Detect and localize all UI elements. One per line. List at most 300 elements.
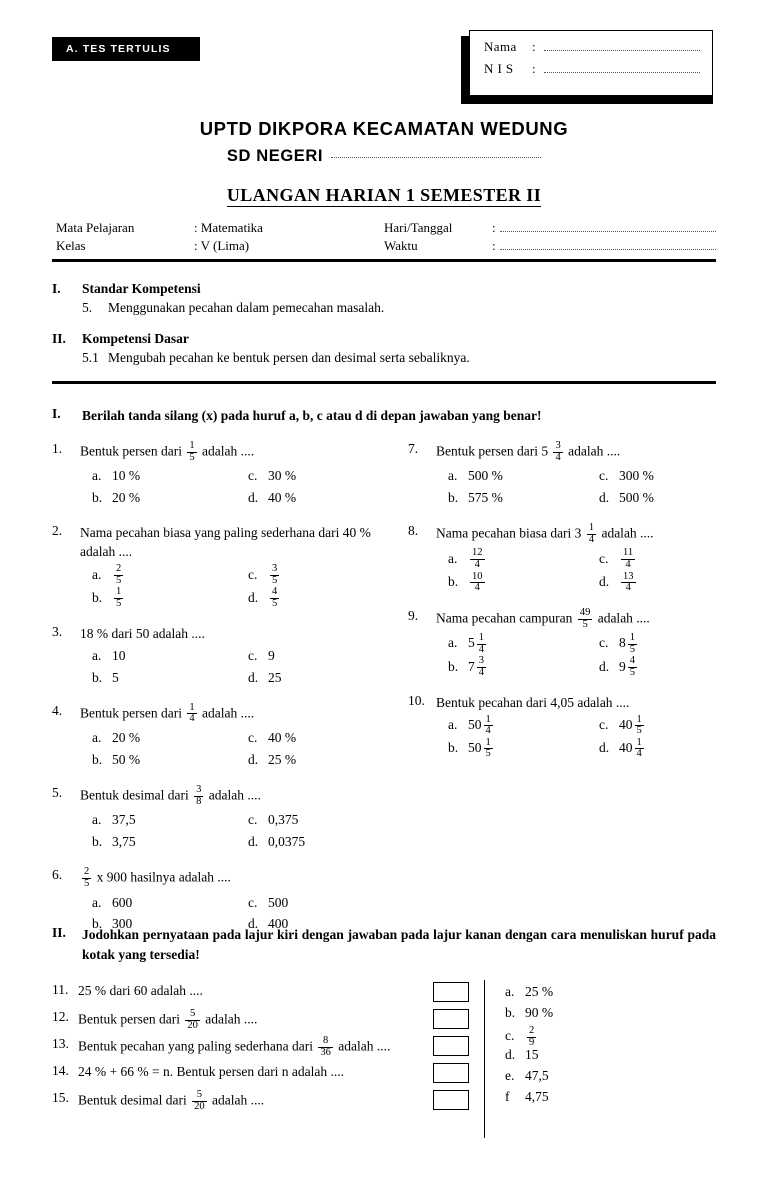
question-number: 10.: [408, 692, 425, 708]
fraction-denominator: 5: [189, 451, 195, 463]
option-value: 0,375: [268, 812, 299, 828]
exam-metadata: [56, 220, 716, 256]
option-grid: [408, 465, 738, 509]
kd-roman: II.: [52, 331, 66, 346]
mcq-option[interactable]: [436, 487, 587, 509]
option-label: a.: [92, 566, 102, 582]
option-label: b.: [448, 658, 459, 674]
mcq-option[interactable]: [80, 831, 236, 853]
matching-option-label: e.: [505, 1068, 515, 1083]
fraction: [187, 441, 196, 463]
fraction: [318, 1036, 333, 1058]
section-1-roman: I.: [52, 406, 61, 421]
fraction-denominator: 5: [116, 574, 122, 586]
matching-option-row[interactable]: [505, 1005, 645, 1026]
mcq-option[interactable]: [236, 487, 392, 509]
mcq-option[interactable]: [587, 571, 738, 594]
fraction-denominator: 36: [320, 1046, 331, 1058]
matching-option-value: 25 %: [525, 984, 554, 999]
option-value: [112, 587, 125, 610]
fraction: [82, 867, 91, 889]
option-label: c.: [248, 730, 258, 746]
fraction: [621, 572, 636, 594]
mixed-whole: 40: [619, 740, 633, 756]
sk-text: Menggunakan pecahan dalam pemecahan masalah.: [108, 300, 385, 315]
nis-colon: :: [532, 61, 536, 77]
option-label: c.: [599, 635, 609, 651]
question-number: 6.: [52, 867, 63, 883]
fraction-numerator: 1: [636, 736, 642, 748]
option-value: [619, 656, 639, 679]
mcq-option[interactable]: [80, 749, 236, 771]
school-name-line[interactable]: [331, 157, 541, 158]
option-value: 40 %: [268, 730, 297, 746]
fraction-numerator: 1: [485, 736, 491, 748]
waktu-input-line[interactable]: [500, 239, 716, 250]
mcq-option[interactable]: [587, 714, 738, 737]
mcq-option[interactable]: [236, 727, 392, 749]
matching-number: 13.: [52, 1036, 69, 1051]
option-grid: [408, 714, 738, 760]
hari-input-line[interactable]: [500, 221, 716, 232]
option-label: c.: [248, 566, 258, 582]
mcq-option[interactable]: [236, 809, 392, 831]
mcq-option[interactable]: [436, 548, 587, 571]
kd-text: Mengubah pecahan ke bentuk persen dan desimal serta sebaliknya.: [108, 350, 470, 365]
option-value: 40 %: [268, 490, 297, 506]
fraction-numerator: 1: [636, 713, 642, 725]
answer-box[interactable]: [433, 982, 469, 1002]
question-head: [52, 624, 392, 643]
question-text: Bentuk persen dari $\frac{1}{4}$ adalah ....: [80, 701, 255, 725]
option-label: a.: [92, 730, 102, 746]
option-value: 50 %: [112, 752, 141, 768]
matching-option-value: 4,75: [525, 1089, 549, 1104]
mcq-option[interactable]: [80, 727, 236, 749]
option-label: a.: [92, 894, 102, 910]
mcq-option[interactable]: [236, 465, 392, 487]
option-label: a.: [92, 647, 102, 663]
fraction-denominator: 4: [621, 582, 636, 594]
mixed-number: [619, 632, 639, 655]
fraction-numerator: 3: [272, 563, 278, 575]
option-grid: [408, 548, 738, 594]
option-value: 600: [112, 894, 133, 910]
option-value: 300: [112, 916, 133, 932]
question-number: 1.: [52, 441, 63, 456]
option-value: [112, 564, 125, 587]
answer-box[interactable]: [433, 1063, 469, 1083]
option-label: d.: [248, 490, 259, 506]
fraction-numerator: 3: [196, 783, 202, 795]
fraction-denominator: 4: [189, 713, 195, 725]
fraction-numerator: 3: [555, 440, 561, 451]
waktu-label: Waktu: [384, 238, 418, 253]
fraction-numerator: 1: [478, 632, 485, 644]
option-label: b.: [92, 752, 103, 768]
fraction-numerator: 4: [629, 655, 636, 667]
matching-statement-row: [52, 1009, 442, 1036]
mixed-number: [619, 737, 646, 760]
mixed-whole: 8: [619, 635, 626, 651]
fraction-denominator: 5: [272, 598, 278, 610]
fraction-denominator: 5: [84, 877, 90, 889]
option-label: b.: [92, 834, 103, 850]
waktu-colon: :: [492, 238, 496, 253]
tes-tertulis-label: A. TES TERTULIS: [66, 43, 171, 55]
option-label: b.: [92, 669, 103, 685]
fraction-numerator: 2: [529, 1025, 535, 1036]
matching-option-value: 47,5: [525, 1068, 549, 1083]
option-value: 0,0375: [268, 834, 306, 850]
fraction-denominator: 5: [629, 667, 636, 679]
mixed-number: [468, 656, 488, 679]
question-head: [52, 523, 392, 561]
mcq-question: [408, 608, 738, 679]
option-label: d.: [248, 589, 259, 605]
option-value: 20 %: [112, 490, 141, 506]
fraction: [470, 572, 485, 594]
option-label: b.: [92, 916, 103, 932]
option-value: [468, 632, 488, 655]
section-2-instruction: Jodohkan pernyataan pada lajur kiri dengan jawaban pada lajur kanan dengan cara menuliskan huruf pada kotak yang tersedia!: [82, 927, 716, 962]
fraction-denominator: 4: [478, 643, 485, 655]
section-1-instruction: Berilah tanda silang (x) pada huruf a, b, c atau d di depan jawaban yang benar!: [82, 408, 542, 423]
option-label: d.: [248, 834, 259, 850]
mcq-option[interactable]: [80, 645, 236, 667]
fraction-denominator: 8: [196, 795, 202, 807]
fraction: [185, 1009, 200, 1031]
fraction-denominator: 4: [470, 582, 485, 594]
matching-option-label: d.: [505, 1047, 516, 1062]
fraction-denominator: 4: [478, 667, 485, 679]
nis-row: [484, 61, 700, 77]
option-label: a.: [92, 468, 102, 484]
kd-title: Kompetensi Dasar: [82, 331, 189, 346]
option-label: d.: [599, 573, 610, 589]
fraction: [270, 564, 279, 586]
option-label: c.: [599, 468, 609, 484]
question-number: 8.: [408, 523, 419, 539]
answer-box-slot: [433, 1036, 473, 1063]
option-label: a.: [448, 550, 458, 566]
mcq-option[interactable]: [236, 831, 392, 853]
matching-answer-boxes: [433, 982, 473, 1117]
matching-number: 11.: [52, 982, 69, 997]
mcq-question: [52, 703, 392, 771]
question-text: Bentuk pecahan dari 4,05 adalah ....: [436, 694, 630, 710]
fraction-numerator: 1: [588, 522, 595, 534]
institution-title: UPTD DIKPORA KECAMATAN WEDUNG: [199, 118, 569, 139]
question-text: Bentuk persen dari 5 $\frac{3}{4}$ adalah ....: [436, 440, 621, 463]
matching-option-label: c.: [505, 1028, 515, 1044]
fraction: [194, 785, 203, 807]
option-value: 500 %: [619, 490, 654, 506]
question-number: 4.: [52, 702, 63, 718]
fraction-numerator: 3: [478, 655, 485, 667]
fraction-denominator: 4: [555, 451, 561, 463]
option-label: a.: [448, 468, 458, 484]
matching-statement-row: [52, 982, 442, 1009]
kompetensi-dasar-heading: [52, 331, 716, 347]
matching-options: [505, 984, 645, 1110]
option-label: b.: [448, 490, 459, 506]
question-number: 3.: [52, 623, 63, 639]
option-grid: [52, 809, 392, 853]
question-head: [52, 785, 392, 807]
answer-box[interactable]: [433, 1009, 469, 1029]
option-label: d.: [599, 740, 610, 756]
matching-text: Bentuk pecahan yang paling sederhana dari $\frac{8}{36}$ adalah ....: [78, 1035, 391, 1058]
mcq-question: [52, 523, 392, 610]
option-value: 575 %: [468, 490, 503, 506]
option-label: d.: [248, 752, 259, 768]
matching-statement-row: [52, 1036, 442, 1063]
matching-option-row[interactable]: [505, 1047, 645, 1068]
option-grid: [52, 564, 392, 610]
question-head: [52, 441, 392, 463]
fraction: [621, 548, 635, 570]
school-title: [0, 147, 768, 166]
question-head: [52, 703, 392, 725]
nama-colon: :: [532, 39, 536, 55]
option-value: [619, 714, 646, 737]
option-label: c.: [248, 812, 258, 828]
fraction-numerator: 2: [84, 866, 90, 878]
mcq-question: [408, 523, 738, 594]
mixed-whole: 50: [468, 716, 482, 732]
fraction: [527, 1026, 536, 1048]
mixed-whole: 9: [619, 658, 626, 674]
fraction-numerator: 1: [485, 713, 491, 725]
kelas-label: Kelas: [56, 238, 86, 253]
fraction-denominator: 4: [636, 748, 642, 760]
fraction-denominator: 5: [629, 643, 636, 655]
fraction-numerator: 13: [623, 570, 634, 582]
sk-number: 5.: [82, 300, 93, 315]
mcq-question: [52, 441, 392, 509]
fraction: [484, 738, 493, 760]
matching-option-value: [525, 1026, 538, 1048]
fraction: [635, 715, 644, 737]
fraction-denominator: 4: [485, 725, 491, 737]
matching-option-label: f: [505, 1089, 510, 1104]
mcq-question: [408, 693, 738, 760]
question-text: Nama pecahan biasa yang paling sederhana dari 40 % adalah ....: [80, 525, 371, 560]
option-value: 37,5: [112, 812, 136, 828]
mcq-option[interactable]: [80, 892, 236, 914]
matching-option-row[interactable]: [505, 1089, 645, 1110]
mixed-number: [468, 737, 495, 760]
fraction-denominator: 5: [116, 598, 122, 610]
mcq-question: [52, 624, 392, 689]
mcq-option[interactable]: [80, 667, 236, 689]
question-text: Bentuk desimal dari $\frac{3}{8}$ adalah ....: [80, 783, 261, 807]
nis-input-line[interactable]: [544, 61, 700, 73]
option-value: 25 %: [268, 752, 297, 768]
mcq-option[interactable]: [236, 749, 392, 771]
matching-option-label: a.: [505, 984, 515, 999]
mcq-option[interactable]: [587, 737, 738, 760]
mcq-option[interactable]: [236, 587, 392, 610]
fraction-denominator: 9: [529, 1036, 535, 1048]
metadata-row-1: [56, 220, 716, 238]
mcq-option[interactable]: [236, 667, 392, 689]
option-value: [268, 587, 281, 610]
matching-option-value: 90 %: [525, 1005, 554, 1020]
answer-box[interactable]: [433, 1090, 469, 1110]
section-1-header: [52, 406, 716, 426]
mixed-whole: 50: [468, 740, 482, 756]
answer-box-slot: [433, 982, 473, 1009]
mcq-option[interactable]: [80, 587, 236, 610]
fraction-numerator: 10: [472, 570, 483, 582]
question-text: Nama pecahan campuran $\frac{49}{5}$ adalah ....: [436, 606, 650, 630]
mcq-option[interactable]: [80, 465, 236, 487]
mcq-option[interactable]: [436, 465, 587, 487]
divider-rule-mid: [52, 381, 716, 384]
matching-statements: [52, 982, 442, 1117]
option-label: b.: [92, 589, 103, 605]
mixed-number: [619, 656, 639, 679]
option-value: [619, 632, 639, 655]
option-value: [468, 737, 495, 760]
option-label: d.: [248, 669, 259, 685]
fraction: [587, 523, 596, 545]
option-grid: [52, 727, 392, 771]
fraction-numerator: 5: [196, 1089, 202, 1100]
matching-option-row[interactable]: [505, 984, 645, 1005]
metadata-row-2: [56, 238, 716, 256]
question-head: [408, 693, 738, 712]
option-label: d.: [599, 658, 610, 674]
option-value: 500 %: [468, 468, 503, 484]
option-label: c.: [599, 550, 609, 566]
mcq-option[interactable]: [436, 632, 587, 655]
option-value: 25: [268, 669, 282, 685]
standar-kompetensi-body: [52, 300, 716, 316]
matching-option-row[interactable]: [505, 1068, 645, 1089]
option-label: c.: [248, 894, 258, 910]
mcq-option[interactable]: [80, 487, 236, 509]
mcq-column-left: [52, 441, 392, 949]
tes-tertulis-banner: [52, 37, 200, 61]
nama-input-line[interactable]: [544, 39, 700, 51]
question-number: 7.: [408, 441, 419, 456]
fraction-denominator: 5: [636, 725, 642, 737]
option-value: [468, 571, 487, 594]
mcq-option[interactable]: [436, 656, 587, 679]
mcq-option[interactable]: [236, 892, 392, 914]
question-text: $\frac{2}{5}$ x 900 hasilnya adalah ....: [84, 866, 231, 889]
option-label: d.: [248, 916, 259, 932]
hari-label: Hari/Tanggal: [384, 220, 453, 235]
option-value: 400: [268, 916, 289, 932]
hari-colon: :: [492, 220, 496, 235]
mcq-option[interactable]: [80, 564, 236, 587]
nama-label: Nama: [484, 39, 517, 55]
option-label: a.: [448, 716, 458, 732]
answer-box[interactable]: [433, 1036, 469, 1056]
fraction-numerator: 1: [189, 440, 195, 451]
option-label: b.: [448, 740, 459, 756]
sk-title: Standar Kompetensi: [82, 281, 201, 296]
answer-box-slot: [433, 1090, 473, 1117]
nis-label: N I S: [484, 61, 514, 77]
mixed-whole: 7: [468, 658, 475, 674]
fraction-numerator: 4: [272, 586, 278, 598]
matching-number: 12.: [52, 1009, 69, 1024]
mixed-number: [468, 632, 488, 655]
mcq-option[interactable]: [587, 656, 738, 679]
fraction-numerator: 1: [629, 632, 636, 644]
mcq-column-right: [408, 441, 738, 774]
option-label: c.: [599, 716, 609, 732]
answer-box-slot: [433, 1063, 473, 1090]
fraction: [477, 633, 486, 655]
mcq-option[interactable]: [587, 487, 738, 509]
fraction-numerator: 2: [116, 563, 122, 575]
mcq-option[interactable]: [436, 737, 587, 760]
question-text: Nama pecahan biasa dari 3 $\frac{1}{4}$ adalah ....: [436, 522, 654, 545]
fraction-numerator: 5: [189, 1008, 196, 1019]
mcq-option[interactable]: [236, 645, 392, 667]
option-value: [468, 656, 488, 679]
matching-divider: [484, 980, 485, 1138]
question-head: [52, 867, 392, 889]
mcq-option[interactable]: [587, 548, 738, 571]
fraction-denominator: 20: [187, 1019, 198, 1031]
option-value: 300 %: [619, 468, 654, 484]
option-value: [619, 571, 638, 594]
fraction-denominator: 4: [588, 533, 595, 545]
fraction: [635, 738, 644, 760]
fraction: [484, 715, 493, 737]
fraction: [192, 1090, 207, 1112]
mixed-number: [619, 714, 646, 737]
option-value: 30 %: [268, 468, 297, 484]
mcq-option[interactable]: [587, 465, 738, 487]
mcq-question: [52, 785, 392, 853]
matching-text: 24 % + 66 % = n. Bentuk persen dari n adalah ....: [78, 1064, 345, 1079]
option-value: [468, 714, 495, 737]
option-grid: [52, 645, 392, 689]
fraction: [628, 656, 637, 678]
matching-text: 25 % dari 60 adalah ....: [78, 983, 203, 998]
option-grid: [52, 465, 392, 509]
mcq-option[interactable]: [80, 809, 236, 831]
mcq-option[interactable]: [436, 571, 587, 594]
divider-rule-top: [52, 259, 716, 262]
mcq-option[interactable]: [436, 714, 587, 737]
exam-title: ULANGAN HARIAN 1 SEMESTER II: [226, 185, 542, 205]
mixed-whole: 5: [468, 635, 475, 651]
mcq-option[interactable]: [587, 632, 738, 655]
mcq-option[interactable]: [236, 564, 392, 587]
fraction: [578, 608, 593, 630]
nama-row: [484, 39, 700, 55]
fraction-denominator: 5: [578, 619, 593, 631]
question-text: Bentuk persen dari $\frac{1}{5}$ adalah ....: [80, 440, 255, 463]
mcq-question: [408, 441, 738, 509]
matching-option-row[interactable]: [505, 1026, 645, 1047]
question-number: 2.: [52, 523, 63, 539]
matching-option-label: b.: [505, 1005, 516, 1020]
section-2-roman: II.: [52, 925, 66, 940]
section-2-header: [52, 925, 716, 964]
competency-section: [52, 281, 716, 381]
option-label: c.: [248, 468, 258, 484]
